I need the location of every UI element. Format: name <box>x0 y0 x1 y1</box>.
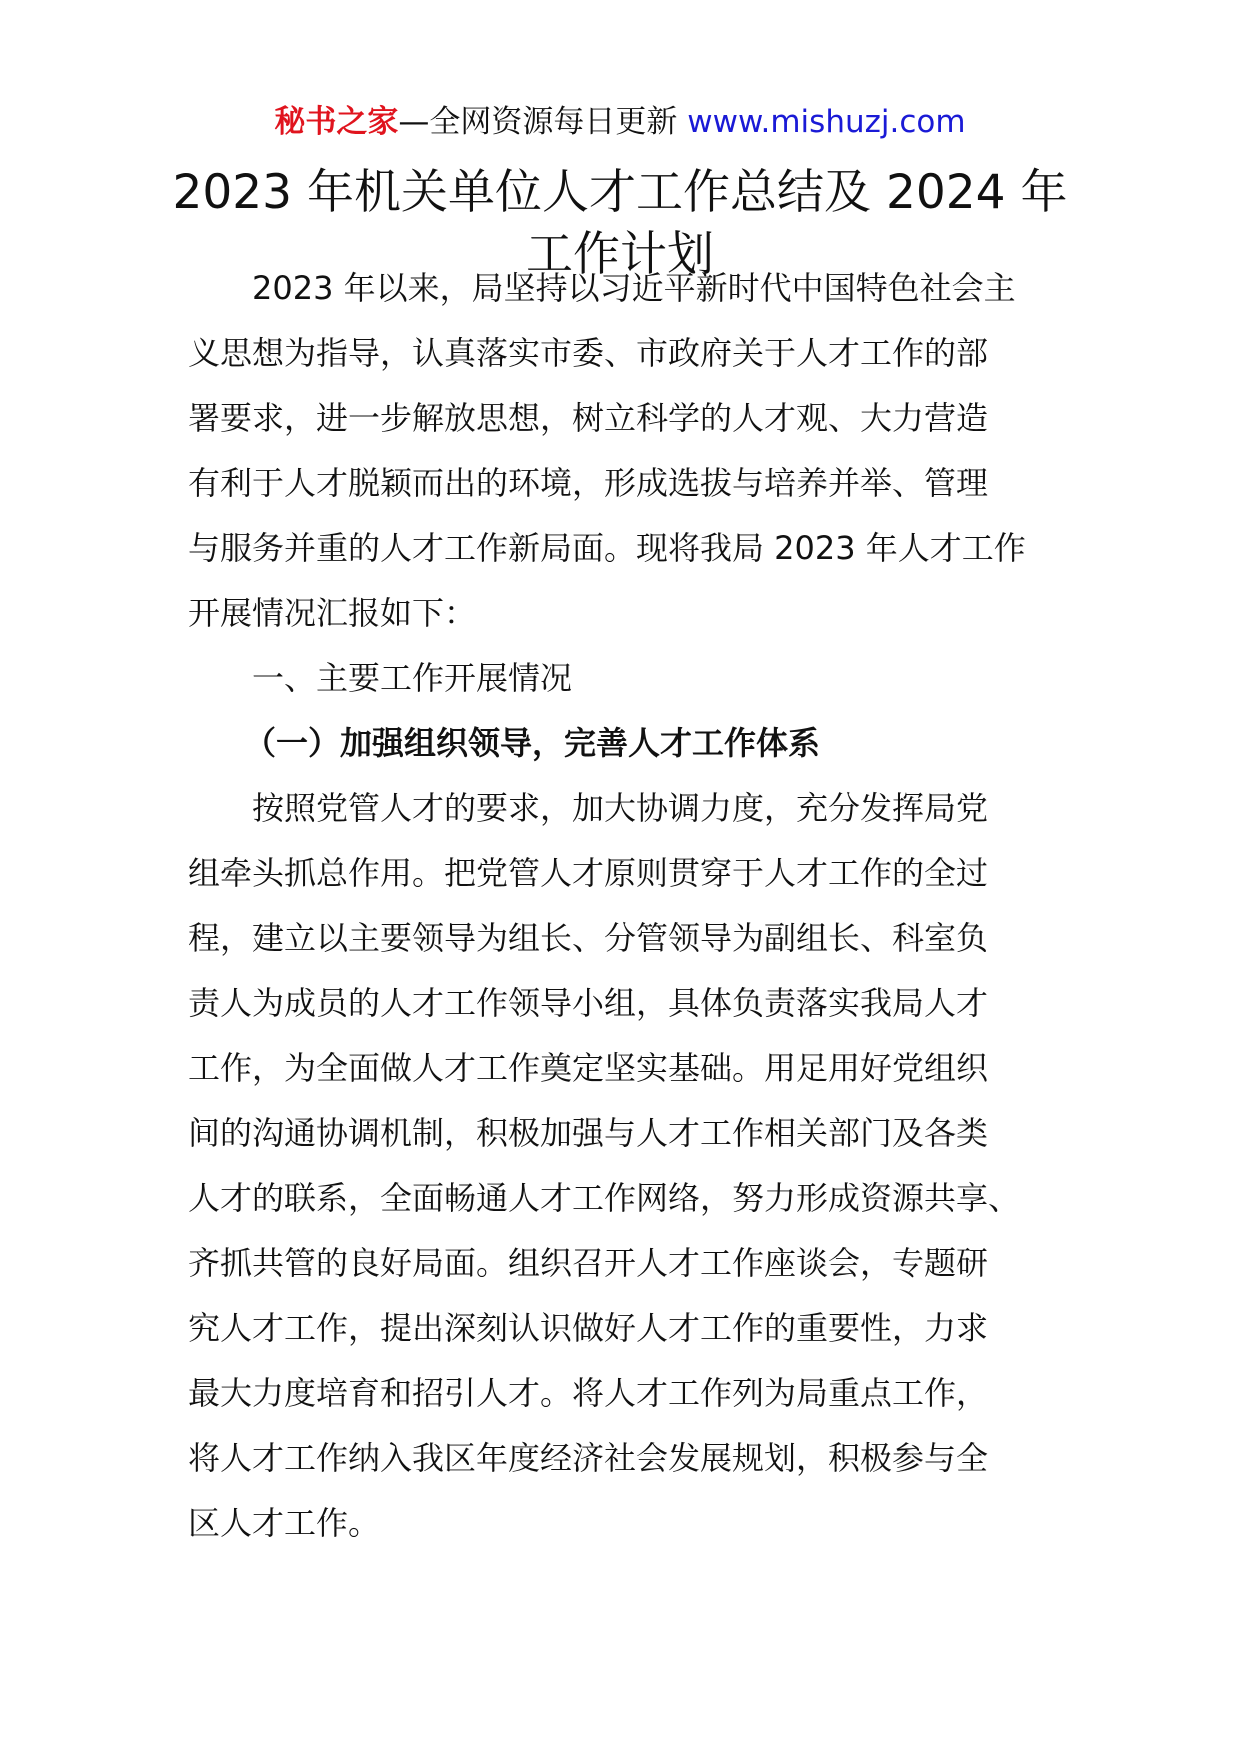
paragraph-line: 将人才工作纳入我区年度经济社会发展规划，积极参与全 <box>188 1439 989 1477</box>
paragraph-line: 程，建立以主要领导为组长、分管领导为副组长、科室负 <box>188 919 989 957</box>
paragraph-line: 按照党管人才的要求，加大协调力度，充分发挥局党 <box>252 789 989 827</box>
header-tagline: —全网资源每日更新 <box>398 104 688 140</box>
site-header <box>0 100 1240 144</box>
paragraph-line: 间的沟通协调机制，积极加强与人才工作相关部门及各类 <box>188 1114 989 1152</box>
paragraph-line: 工作，为全面做人才工作奠定坚实基础。用足用好党组织 <box>188 1049 989 1087</box>
section-heading: 一、主要工作开展情况 <box>252 659 573 697</box>
title-line: 工作计划 <box>526 227 714 282</box>
paragraph-line: 人才的联系，全面畅通人才工作网络，努力形成资源共享、 <box>188 1179 1021 1217</box>
title-line: 2023 年机关单位人才工作总结及 2024 年 <box>172 165 1068 220</box>
paragraph-line: 究人才工作，提出深刻认识做好人才工作的重要性，力求 <box>188 1309 989 1347</box>
body-paragraph <box>188 776 1052 1556</box>
paragraph-line: 最大力度培育和招引人才。将人才工作列为局重点工作， <box>188 1374 989 1412</box>
brand-name: 秘书之家 <box>274 104 399 140</box>
paragraph-line: 齐抓共管的良好局面。组织召开人才工作座谈会，专题研 <box>188 1244 989 1282</box>
paragraph-line: 开展情况汇报如下： <box>188 594 477 632</box>
subsection-heading: （一）加强组织领导，完善人才工作体系 <box>244 724 821 762</box>
paragraph-line: 与服务并重的人才工作新局面。现将我局 2023 年人才工作 <box>188 529 1026 567</box>
paragraph-line: 责人为成员的人才工作领导小组，具体负责落实我局人才 <box>188 984 989 1022</box>
paragraph-line: 有利于人才脱颖而出的环境，形成选拔与培养并举、管理 <box>188 464 989 502</box>
paragraph-line: 2023 年以来，局坚持以习近平新时代中国特色社会主 <box>252 269 1016 307</box>
paragraph-line: 义思想为指导，认真落实市委、市政府关于人才工作的部 <box>188 334 989 372</box>
paragraph-line: 组牵头抓总作用。把党管人才原则贯穿于人才工作的全过 <box>188 854 989 892</box>
site-url-link[interactable]: www.mishuzj.com <box>687 104 966 140</box>
paragraph-line: 区人才工作。 <box>188 1504 381 1542</box>
paragraph-line: 署要求，进一步解放思想，树立科学的人才观、大力营造 <box>188 399 989 437</box>
intro-paragraph <box>188 256 1052 646</box>
